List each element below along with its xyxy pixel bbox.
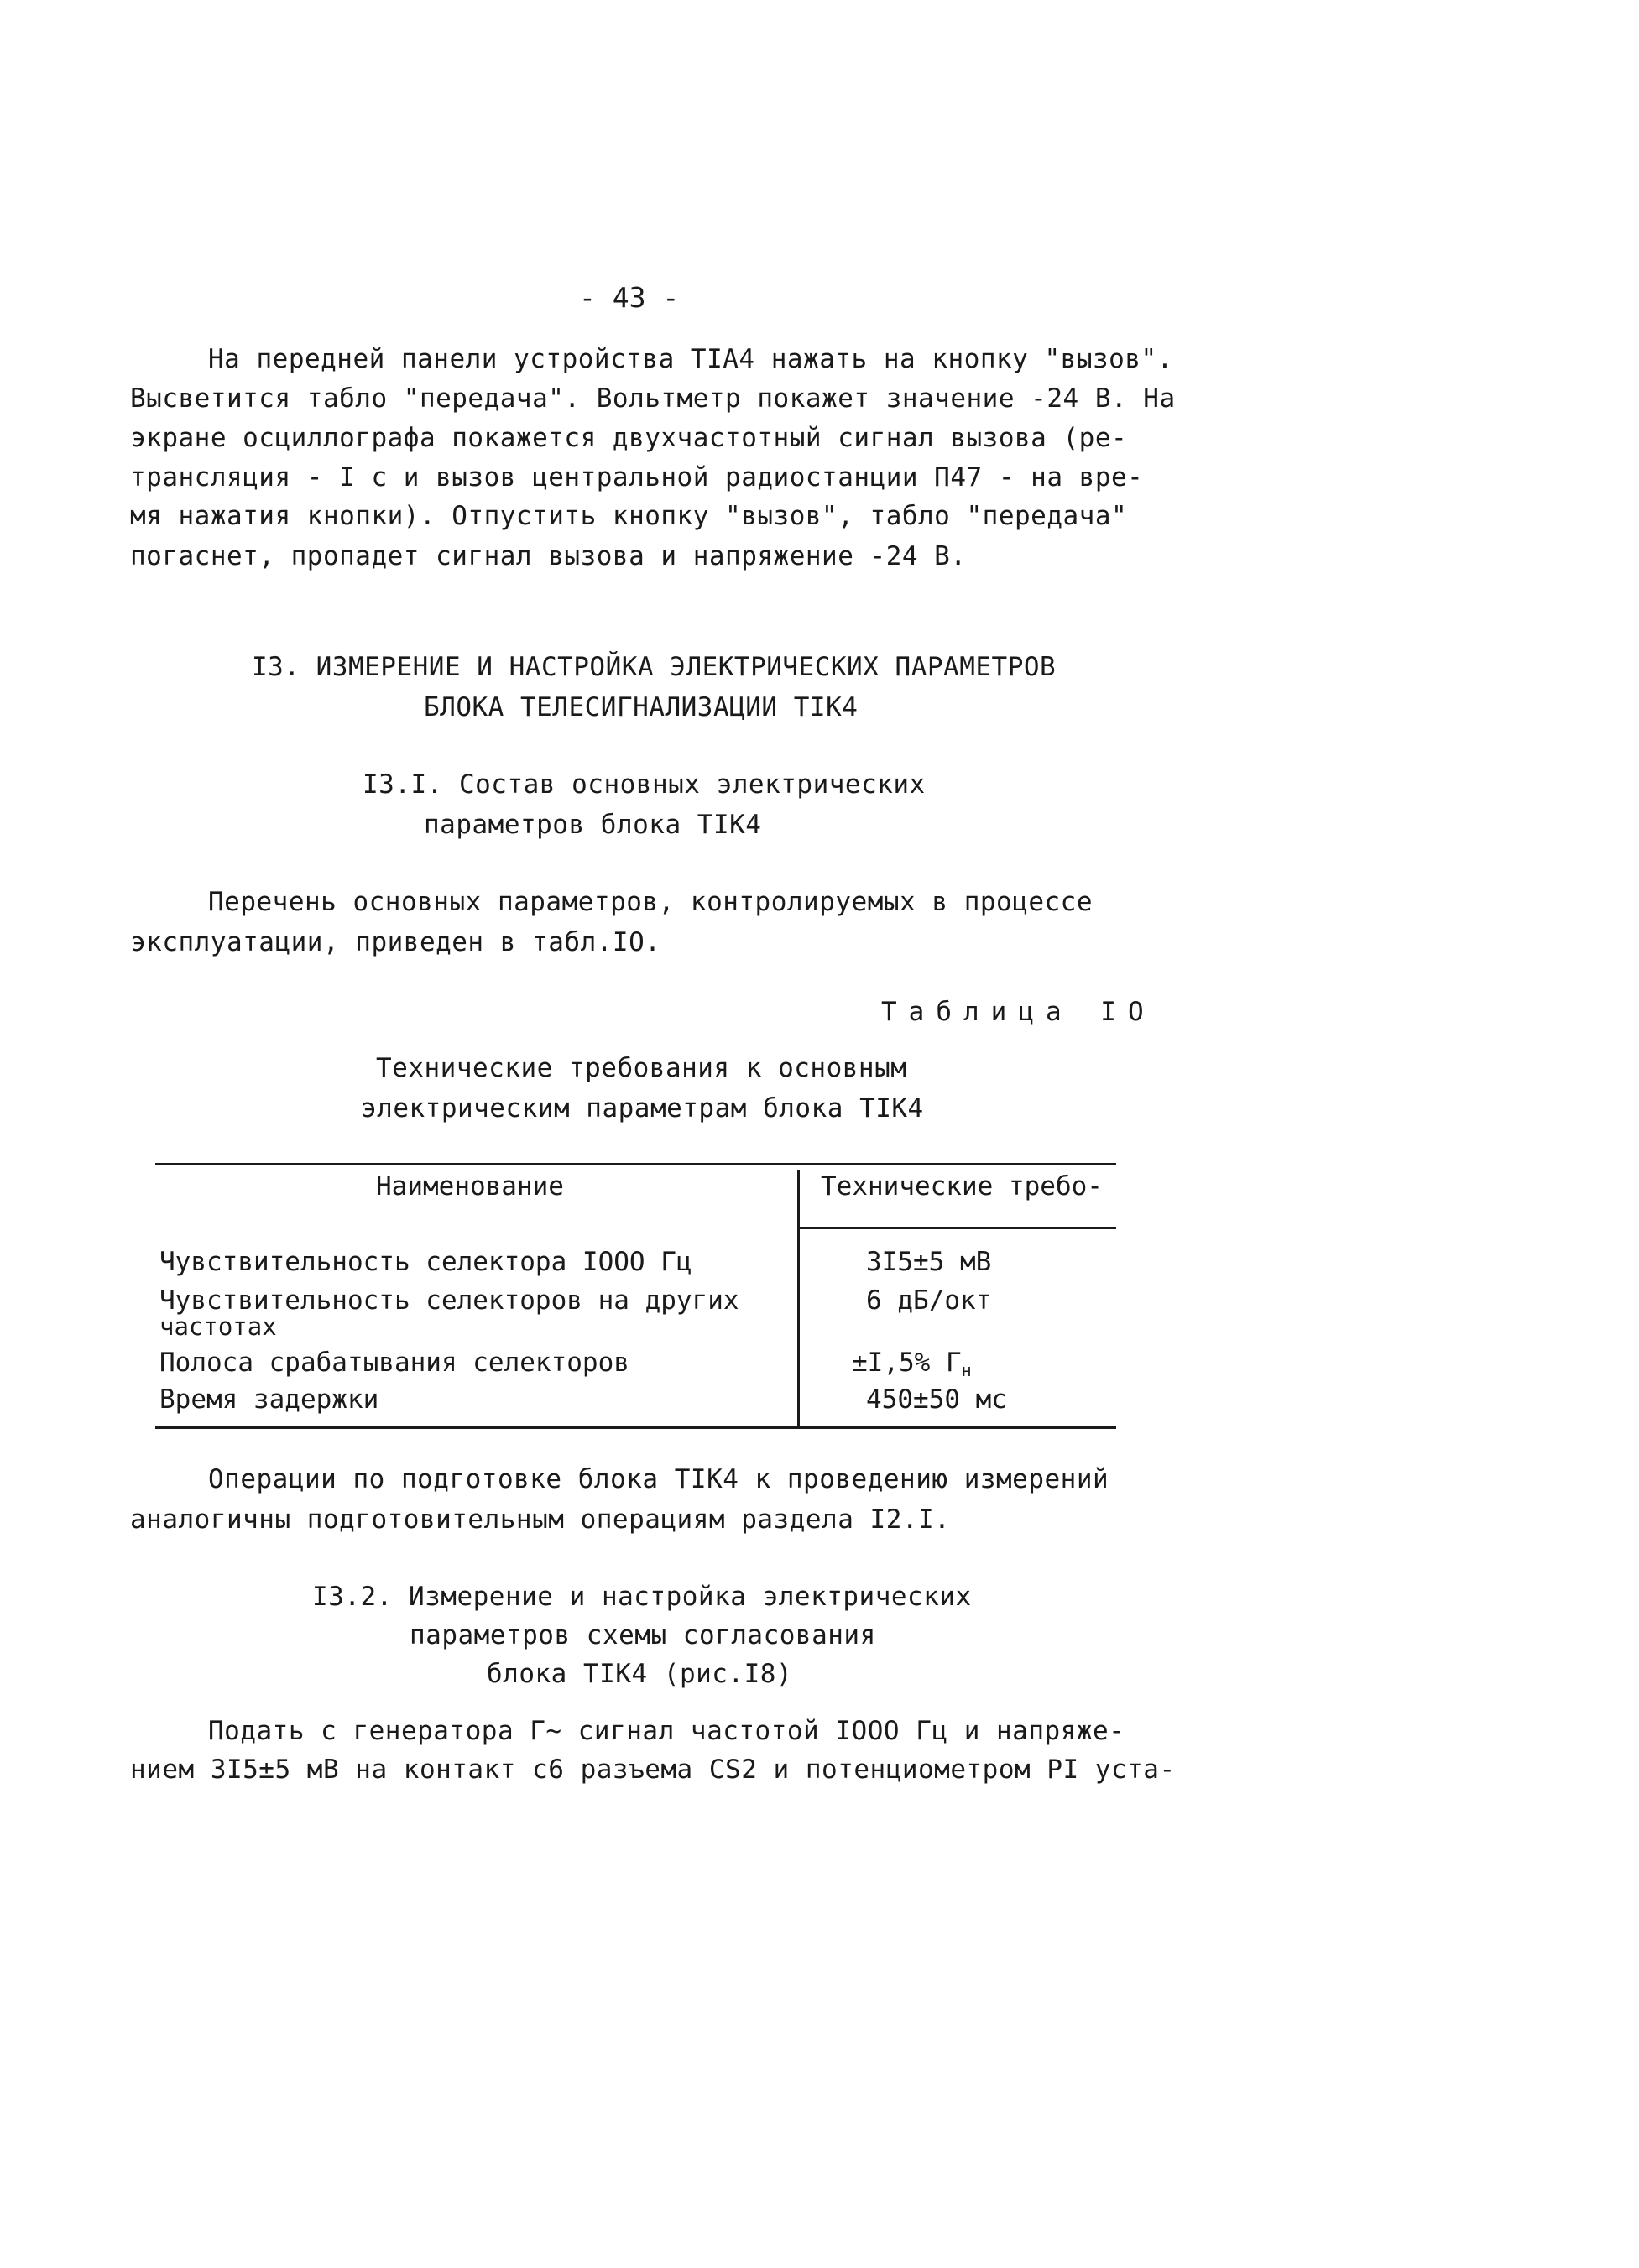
table-row-3-req xyxy=(852,1348,972,1385)
intro-line-6: погаснет, пропадет сигнал вызова и напряжение -24 В. xyxy=(130,541,967,571)
intro-line-1: На передней панели устройства TIA4 нажать на кнопку "вызов". xyxy=(208,344,1173,374)
table-header-requirements: Технические требо- xyxy=(821,1171,1103,1202)
table-row-1-req: 3I5±5 мВ xyxy=(866,1247,992,1277)
prep-paragraph-line-1: Операции по подготовке блока TIK4 к проведению измерений xyxy=(208,1464,1109,1494)
intro-line-3: экране осциллографа покажется двухчастотный сигнал вызова (ре- xyxy=(130,423,1128,453)
table-title-line-1: Технические требования к основным xyxy=(376,1053,907,1083)
table-row-3-req-subscript: н xyxy=(961,1360,972,1380)
table-row-4-req: 450±50 мс xyxy=(866,1384,1007,1415)
intro-line-4: трансляция - I с и вызов центральной радиостанции П47 - на вре- xyxy=(130,462,1144,493)
table-title-line-2: электрическим параметрам блока TIK4 xyxy=(361,1093,924,1124)
table-column-divider xyxy=(797,1170,800,1426)
section-13-heading-line-2: БЛОКА ТЕЛЕСИГНАЛИЗАЦИИ TIK4 xyxy=(424,692,859,722)
table-row-2-req: 6 дБ/окт xyxy=(866,1285,992,1316)
table-row-2-name: Чувствительность селекторов на других xyxy=(159,1285,739,1316)
section-13-heading-line-1: I3. ИЗМЕРЕНИЕ И НАСТРОЙКА ЭЛЕКТРИЧЕСКИХ ПАРАМЕТРОВ xyxy=(252,652,1057,682)
table-bottom-rule xyxy=(155,1426,1116,1429)
table-header-rule xyxy=(797,1227,1116,1229)
table-row-1-name: Чувствительность селектора IOOO Гц xyxy=(159,1247,692,1277)
subsection-13-2-line-1: I3.2. Измерение и настройка электрических xyxy=(312,1582,972,1612)
intro-line-2: Высветится табло "передача". Вольтметр покажет значение -24 В. На xyxy=(130,383,1176,414)
subsection-13-2-line-3: блока TIK4 (рис.I8) xyxy=(487,1659,793,1689)
table-row-2-name-cont: частотах xyxy=(159,1312,277,1341)
final-paragraph-line-1: Подать с генератора Г~ сигнал частотой IOOO Гц и напряже- xyxy=(208,1716,1125,1746)
table-row-3-name: Полоса срабатывания селекторов xyxy=(159,1348,629,1378)
list-paragraph-line-2: эксплуатации, приведен в табл.IO. xyxy=(130,927,661,957)
prep-paragraph-line-2: аналогичны подготовительным операциям раздела I2.I. xyxy=(130,1504,951,1535)
table-row-3-req-value: ±I,5% Г xyxy=(852,1348,962,1378)
subsection-13-1-line-1: I3.I. Состав основных электрических xyxy=(363,769,926,800)
subsection-13-1-line-2: параметров блока TIK4 xyxy=(424,810,762,840)
intro-line-5: мя нажатия кнопки). Отпустить кнопку "вызов", табло "передача" xyxy=(130,501,1128,531)
subsection-13-2-line-2: параметров схемы согласования xyxy=(410,1620,876,1650)
table-top-rule xyxy=(155,1163,1116,1165)
list-paragraph-line-1: Перечень основных параметров, контролируемых в процессе xyxy=(208,887,1093,917)
table-row-4-name: Время задержки xyxy=(159,1384,379,1415)
table-header-name: Наименование xyxy=(376,1171,564,1202)
final-paragraph-line-2: нием 3I5±5 мВ на контакт с6 разъема CS2 и потенциометром PI уста- xyxy=(130,1754,1176,1785)
table-label: Таблица IO xyxy=(881,997,1156,1027)
page-number: - 43 - xyxy=(579,281,680,314)
